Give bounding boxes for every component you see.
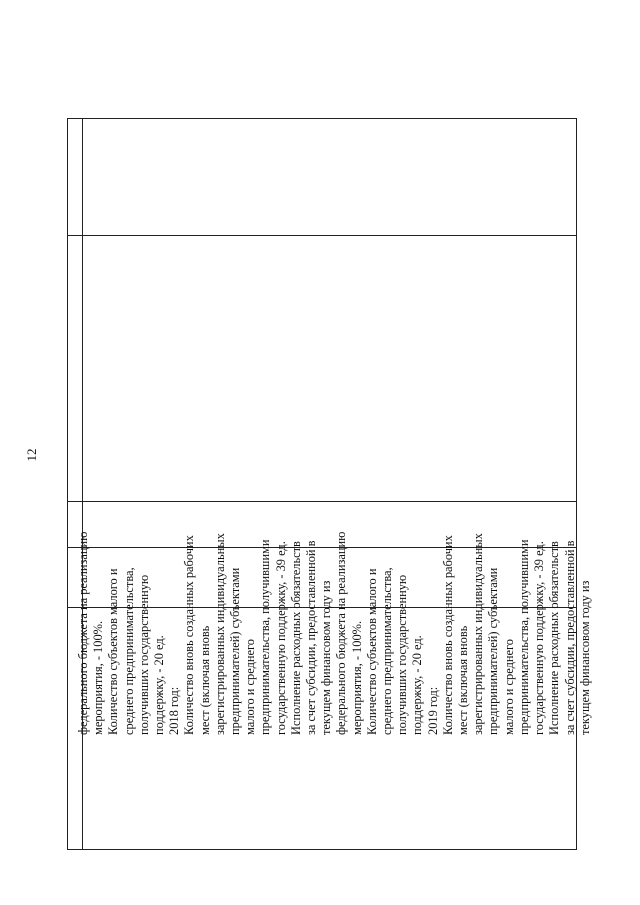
indicator-line: получивших государственную <box>136 574 151 735</box>
indicator-line: предпринимателей) субъектами <box>228 567 243 735</box>
table-divider <box>68 235 576 236</box>
indicator-line: мероприятия, - 100%. <box>91 620 106 735</box>
indicator-line: мероприятия, - 100%. <box>349 620 364 735</box>
indicator-line: Количество субъектов малого и <box>106 568 121 735</box>
indicator-line: Исполнение расходных обязательств <box>288 541 303 735</box>
indicator-line: зарегистрированных индивидуальных <box>212 533 227 735</box>
indicator-line: зарегистрированных индивидуальных <box>471 533 486 735</box>
indicator-line: получивших государственную <box>395 574 410 735</box>
indicator-line: малого и среднего <box>501 639 516 735</box>
indicator-line: среднего предпринимательства, <box>380 567 395 735</box>
indicator-line: предпринимателей) субъектами <box>486 567 501 735</box>
indicator-line: поддержку, - 20 ед. <box>152 635 167 735</box>
indicator-line: государственную поддержку, - 39 ед. <box>273 541 288 735</box>
indicator-line: Количество субъектов малого и <box>364 568 379 735</box>
indicator-line: Количество вновь созданных рабочих <box>182 535 197 735</box>
indicator-line: предпринимательства, получившими <box>516 539 531 735</box>
table <box>67 118 592 850</box>
indicator-line: 2019 год: <box>425 686 440 735</box>
indicator-line: среднего предпринимательства, <box>121 567 136 735</box>
indicator-line: государственную поддержку, - 39 ед. <box>532 541 547 735</box>
indicator-line: поддержку, - 20 ед. <box>410 635 425 735</box>
indicator-line: текущем финансовом году из <box>319 580 334 735</box>
indicator-line: мест (включая вновь <box>197 625 212 735</box>
indicator-line: Количество вновь созданных рабочих <box>440 535 455 735</box>
page-number: 12 <box>24 448 39 462</box>
indicator-line: федерального бюджета на реализацию <box>76 531 90 735</box>
indicator-line: малого и среднего <box>243 639 258 735</box>
indicator-line: текущем финансовом году из <box>577 580 592 735</box>
indicator-line: предпринимательства, получившими <box>258 539 273 735</box>
indicator-line: 2018 год: <box>167 686 182 735</box>
indicator-line: федерального бюджета на реализацию <box>334 531 349 735</box>
indicators-cell-text <box>76 355 592 735</box>
indicator-line: мест (включая вновь <box>456 625 471 735</box>
indicator-line: Исполнение расходных обязательств <box>547 541 562 735</box>
indicator-line: за счет субсидии, предоставленной в <box>562 540 577 735</box>
indicator-line: за счет субсидии, предоставленной в <box>304 540 319 735</box>
